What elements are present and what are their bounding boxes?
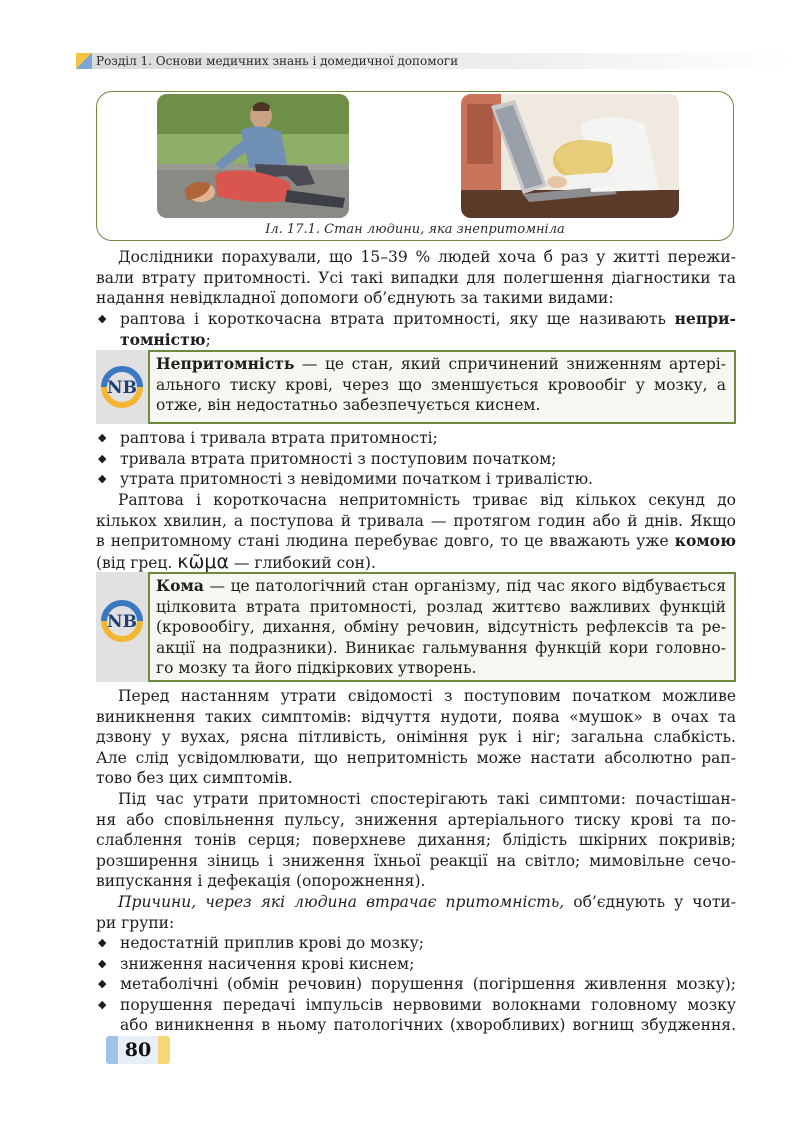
text-line: або виникнення в ньому патологічних (хворобливих) вогнищ збудження. [120,1016,736,1034]
list-item: ◆ зниження насичення крові киснем; [96,954,736,975]
text-span: в непритомному стані людина перебуває довго, то це вважають уже [96,532,675,550]
text-line: дзвону у вухах, рясна пітливість, оніміння рук і ніг; загальна слабкість. [96,728,736,746]
nb-logo-text: NB [107,612,137,632]
nb-logo-icon [99,364,145,410]
text-line [96,892,736,913]
term-span: комою [674,531,736,550]
text-line [96,531,736,552]
text-line: ня або сповільнення пульсу, зниження артеріального тиску крові та по- [96,810,736,829]
types-list-first-item [96,309,736,350]
nb-sidebar [96,350,148,424]
term-span: непри- [674,309,736,328]
text-line: тово без цих симптомів. [96,769,293,787]
text-line: го мозку та його підкіркових утворень. [156,659,477,677]
causes-list [96,933,736,1036]
photo-fainted-at-laptop [461,94,679,218]
nb-text-box [148,350,736,424]
chapter-title: Розділ 1. Основи медичних знань і домедичної допомоги [96,54,459,68]
text-line: Під час утрати притомності спостерігають такі симптоми: почастішан- [118,790,736,808]
nb-logo-text: NB [107,378,137,398]
term-span: Непритомність [156,354,295,373]
list-item: ◆ тривала втрата притомності з поступовим початком; [96,449,736,470]
text-line: Раптова і короткочасна непритомність триває від кількох секунд до [118,491,736,509]
photo-first-aid [157,94,349,218]
text-line [96,552,736,574]
text-span: (від грец. [96,553,178,572]
term-span: Кома [156,576,204,595]
text-line: слаблення тонів серця; поверхневе дихання; блідість шкірних покривів; [96,831,736,849]
text-line: кількох хвилин, а поступова й тривала — протягом годин або й днів. Якщо [96,511,736,530]
symptoms-paragraph [96,789,736,892]
text-line: розширення зіниць і зниження їхньої реакції на світло; мимовільне сечо- [96,851,736,870]
text-line: Але слід усвідомлювати, що непритомність може настати абсолютно рап- [96,748,736,767]
list-item [96,309,736,330]
text-span: ; [205,330,211,349]
text-span: раптова і короткочасна втрата притомності, яку ще називають [120,310,675,328]
term-span: томністю [120,329,206,349]
nb-sidebar [96,572,148,682]
text-span: — це стан, який спричинений зниженням артері- [294,355,726,373]
illustration-caption: Іл. 17.1. Стан людини, яка знепритомніла [265,222,565,237]
text-line: випускання і дефекація (опорожнення). [96,872,426,890]
text-line [156,354,726,375]
text-line: вали втрату притомності. Усі такі випадки для полегшення діагностики та [96,268,736,287]
text-line: надання невідкладної допомоги об’єднують за такими видами: [96,289,614,307]
pre-symptoms-paragraph [96,686,736,789]
text-line: акції на подразники). Виникає гальмування функцій кори головно- [156,638,726,657]
nb-text-box [148,572,736,682]
text-line: виникнення таких симптомів: відчуття нудоти, поява «мушок» в очах та [96,707,736,726]
text-line: отже, він недостатньо забезпечується киснем. [156,396,541,414]
text-line: Перед настанням утрати свідомості з поступовим початком можливе [118,687,736,705]
text-line [96,330,736,351]
page-number: 80 [124,1039,152,1061]
list-item: ◆ метаболічні (обмін речовин) порушення (погіршення живлення мозку); [96,974,736,995]
text-span: — це патологічний стан організму, під час якого відбувається [203,577,726,595]
header-corner-mark [76,53,92,69]
intro-paragraph [96,247,736,309]
text-span: — глибокий сон). [228,553,376,572]
text-line: (кровообігу, дихання, обміну речовин, відсутність рефлексів та ре- [156,618,726,636]
chapter-header [76,53,794,69]
list-item: ◆ недостатній приплив крові до мозку; [96,933,736,954]
nb-logo-icon [99,598,145,644]
list-item: ◆ раптова і тривала втрата притомності; [96,428,736,449]
list-item: ◆ утрата притомності з невідомими початком і тривалістю. [96,469,736,490]
italic-span: Причини, через які людина втрачає притомність, [118,893,565,911]
text-line: цілковита втрата притомності, розлад життєво важливих функцій [156,597,726,616]
text-line [156,576,726,597]
illustration-frame [96,91,734,241]
text-line: ального тиску крові, через що зменшується кровообіг у мозку, а [156,375,726,394]
coma-intro-paragraph [96,490,736,573]
types-list-more-items [96,428,736,490]
text-span: об’єднують у чоти- [564,893,736,911]
list-item: ◆ порушення передачі імпульсів нервовими волокнами головному мозку [96,995,736,1016]
nb-definition-coma [96,572,736,682]
text-line: Дослідники порахували, що 15–39 % людей хоча б раз у житті пережи- [118,248,736,266]
nb-definition-fainting [96,350,736,424]
greek-word: κῶμα [177,550,229,573]
causes-paragraph [96,892,736,933]
text-line: ри групи: [96,913,175,932]
page-number-badge [106,1036,170,1064]
